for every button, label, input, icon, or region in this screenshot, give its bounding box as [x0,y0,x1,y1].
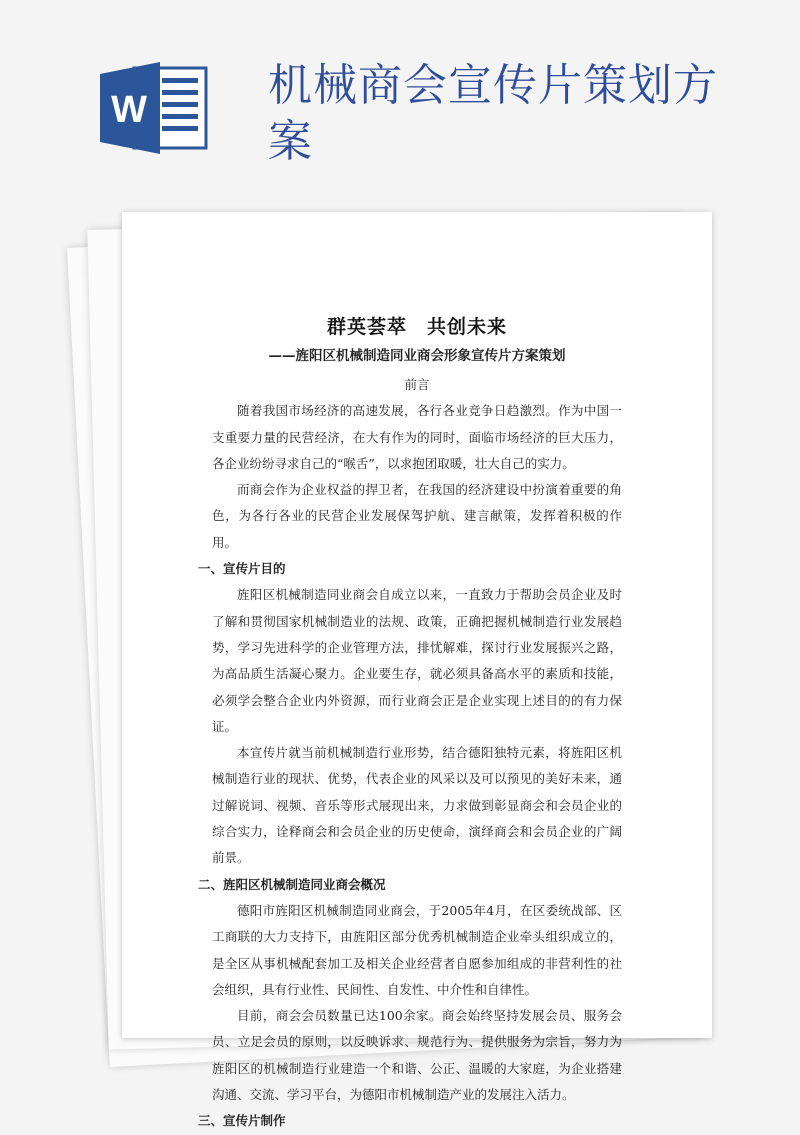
section-heading: 一、宣传片目的 [198,561,286,577]
paragraph: 旌阳区机械制造同业商会自成立以来，一直致力于帮助会员企业及时了解和贯彻国家机械制造业的法规、政策，正确把握机械制造行业发展趋势，学习先进科学的企业管理方法，排忧解难，探讨行业发展振兴之路，为高品质生活凝心聚力。企业要生存，就必须具备高水平的素质和技能，必须学会整合企业内外资源，而行业商会正是企业实现上述目的的有力保证。 [212,587,622,734]
section-heading: 三、宣传片制作 [198,1113,286,1129]
svg-text:W: W [111,89,147,131]
paragraph: 本宣传片就当前机械制造行业形势，结合德阳独特元素，将旌阳区机械制造行业的现状、优势，代表企业的风采以及可以预见的美好未来，通过解说词、视频、音乐等形式展现出来，力求做到彰显商会和会员企业的综合实力，诠释商会和会员企业的历史使命，演绎商会和会员企业的广阔前景。 [212,745,622,866]
document-title: 群英荟萃 共创未来 [326,316,507,338]
document-subtitle: ——旌阳区机械制造同业商会形象宣传片方案策划 [268,348,566,364]
word-document-icon [100,62,208,154]
preface-label: 前言 [404,377,430,392]
page-title: 机械商会宣传片策划方案 [268,60,718,167]
document-body [198,372,623,1135]
paragraph: 而商会作为企业权益的捍卫者，在我国的经济建设中扮演着重要的角色，为各行各业的民营企业发展保驾护航、建言献策，发挥着积极的作用。 [212,482,622,550]
paragraph: 目前，商会会员数量已达100余家。商会始终坚持发展会员、服务会员、立足会员的原则，以反映诉求、规范行为、提供服务为宗旨，努力为旌阳区的机械制造行业建造一个和谐、公正、温暖的大家庭，为企业搭建沟通、交流、学习平台，为德阳市机械制造产业的发展注入活力。 [212,1008,622,1103]
section-heading: 二、旌阳区机械制造同业商会概况 [198,876,386,892]
document-page [122,212,712,1129]
paragraph: 随着我国市场经济的高速发展，各行各业竞争日趋激烈。作为中国一支重要力量的民营经济，在大有作为的同时，面临市场经济的巨大压力，各企业纷纷寻求自己的“喉舌”，以求抱团取暖，壮大自己的实力。 [212,403,622,471]
paragraph: 德阳市旌阳区机械制造同业商会，于2005年4月，在区委统战部、区工商联的大力支持下，由旌阳区部分优秀机械制造企业牵头组织成立的，是全区从事机械配套加工及相关企业经营者自愿参加组成的非营利性的社会组织，具有行业性、民间性、自发性、中介性和自律性。 [212,902,623,997]
